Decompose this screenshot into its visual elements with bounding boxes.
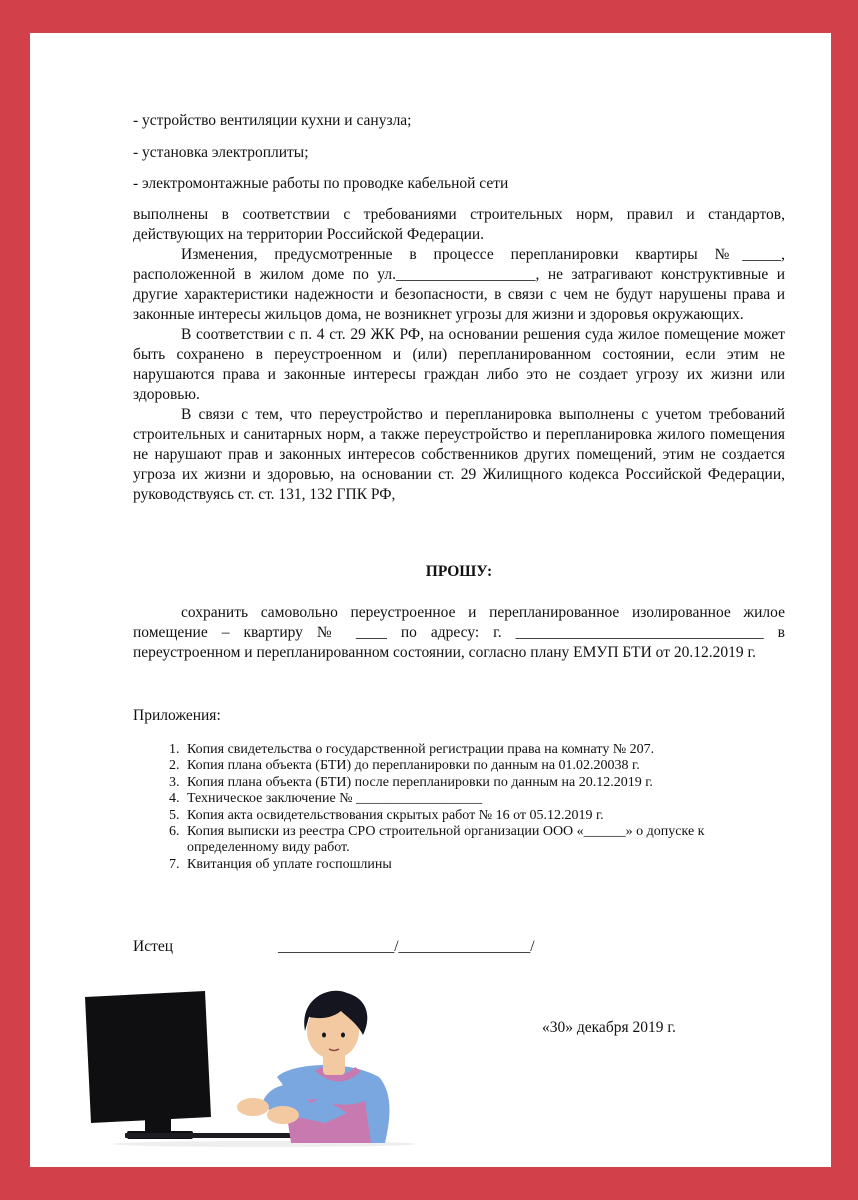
paragraph-grounds: В связи с тем, что переустройство и перепланировка выполнены с учетом требований строительных и санитарных норм, а также переустройство и перепланировка жилого помещения не нарушают прав и законных интересов собственников других помещений, этим не создается угроза их жизни и здоровью, на основании ст. 29 Жилищного кодекса Российской Федерации, руководствуясь ст. ст. 131, 132 ГПК РФ, — [133, 406, 785, 503]
document-page — [30, 33, 831, 1167]
paragraph-changes: Изменения, предусмотренные в процессе перепланировки квартиры №_____, расположенной в жилом доме по ул.__________________, не затрагивают конструктивные и другие характеристики надежности и безопасности, в связи с чем не будут нарушены права и законные интересы жильцов дома, не возникнет угрозы для жизни и здоровья окружающих. — [133, 246, 785, 323]
signature-line: _______________/_________________/ — [278, 938, 535, 955]
bullet-electrical: - электромонтажные работы по проводке кабельной сети — [133, 175, 509, 192]
signature-block — [133, 937, 535, 957]
person-figure — [237, 991, 390, 1143]
paragraph-housing-code: В соответствии с п. 4 ст. 29 ЖК РФ, на основании решения суда жилое помещение может быть сохранено в переустроенном и (или) перепланированном состоянии, если этим не нарушаются права и законные интересы граждан либо это не создает угрозу их жизни или здоровью. — [133, 326, 785, 403]
monitor-icon — [85, 991, 295, 1139]
list-item: 2. Копия плана объекта (БТИ) до перепланировки по данным на 01.02.20038 г. — [183, 758, 783, 774]
request-block — [133, 603, 785, 663]
list-item: 7. Квитанция об уплате госпошлины — [183, 857, 783, 873]
request-heading: ПРОШУ: — [425, 563, 493, 580]
list-item: 6. Копия выписки из реестра СРО строительной организации ООО «______» о допуске к определенному виду работ. — [183, 824, 783, 857]
body-text — [133, 205, 785, 505]
list-item: 4. Техническое заключение № __________________ — [183, 791, 783, 807]
person-at-computer-illustration — [85, 973, 415, 1153]
attachments-list — [133, 742, 783, 873]
list-item: 1. Копия свидетельства о государственной регистрации права на комнату № 207. — [183, 742, 783, 758]
list-item: 5. Копия акта освидетельствования скрытых работ № 16 от 05.12.2019 г. — [183, 808, 783, 824]
request-text: сохранить самовольно переустроенное и перепланированное изолированное жилое помещение – квартиру № ____ по адресу: г. ________________________________ в переустроенном и перепланированном состоянии, согласно плану ЕМУП БТИ от 20.12.2019 г. — [133, 604, 785, 661]
bullet-ventilation: - устройство вентиляции кухни и санузла; — [133, 112, 412, 129]
document-date: «30» декабря 2019 г. — [542, 1019, 676, 1036]
attachments-title: Приложения: — [133, 707, 221, 724]
list-item: 3. Копия плана объекта (БТИ) после перепланировки по данным на 20.12.2019 г. — [183, 775, 783, 791]
plaintiff-label: Истец — [133, 938, 174, 955]
bullet-stove: - установка электроплиты; — [133, 144, 309, 161]
paragraph-compliance: выполнены в соответствии с требованиями строительных норм, правил и стандартов, действующих на территории Российской Федерации. — [133, 206, 785, 243]
